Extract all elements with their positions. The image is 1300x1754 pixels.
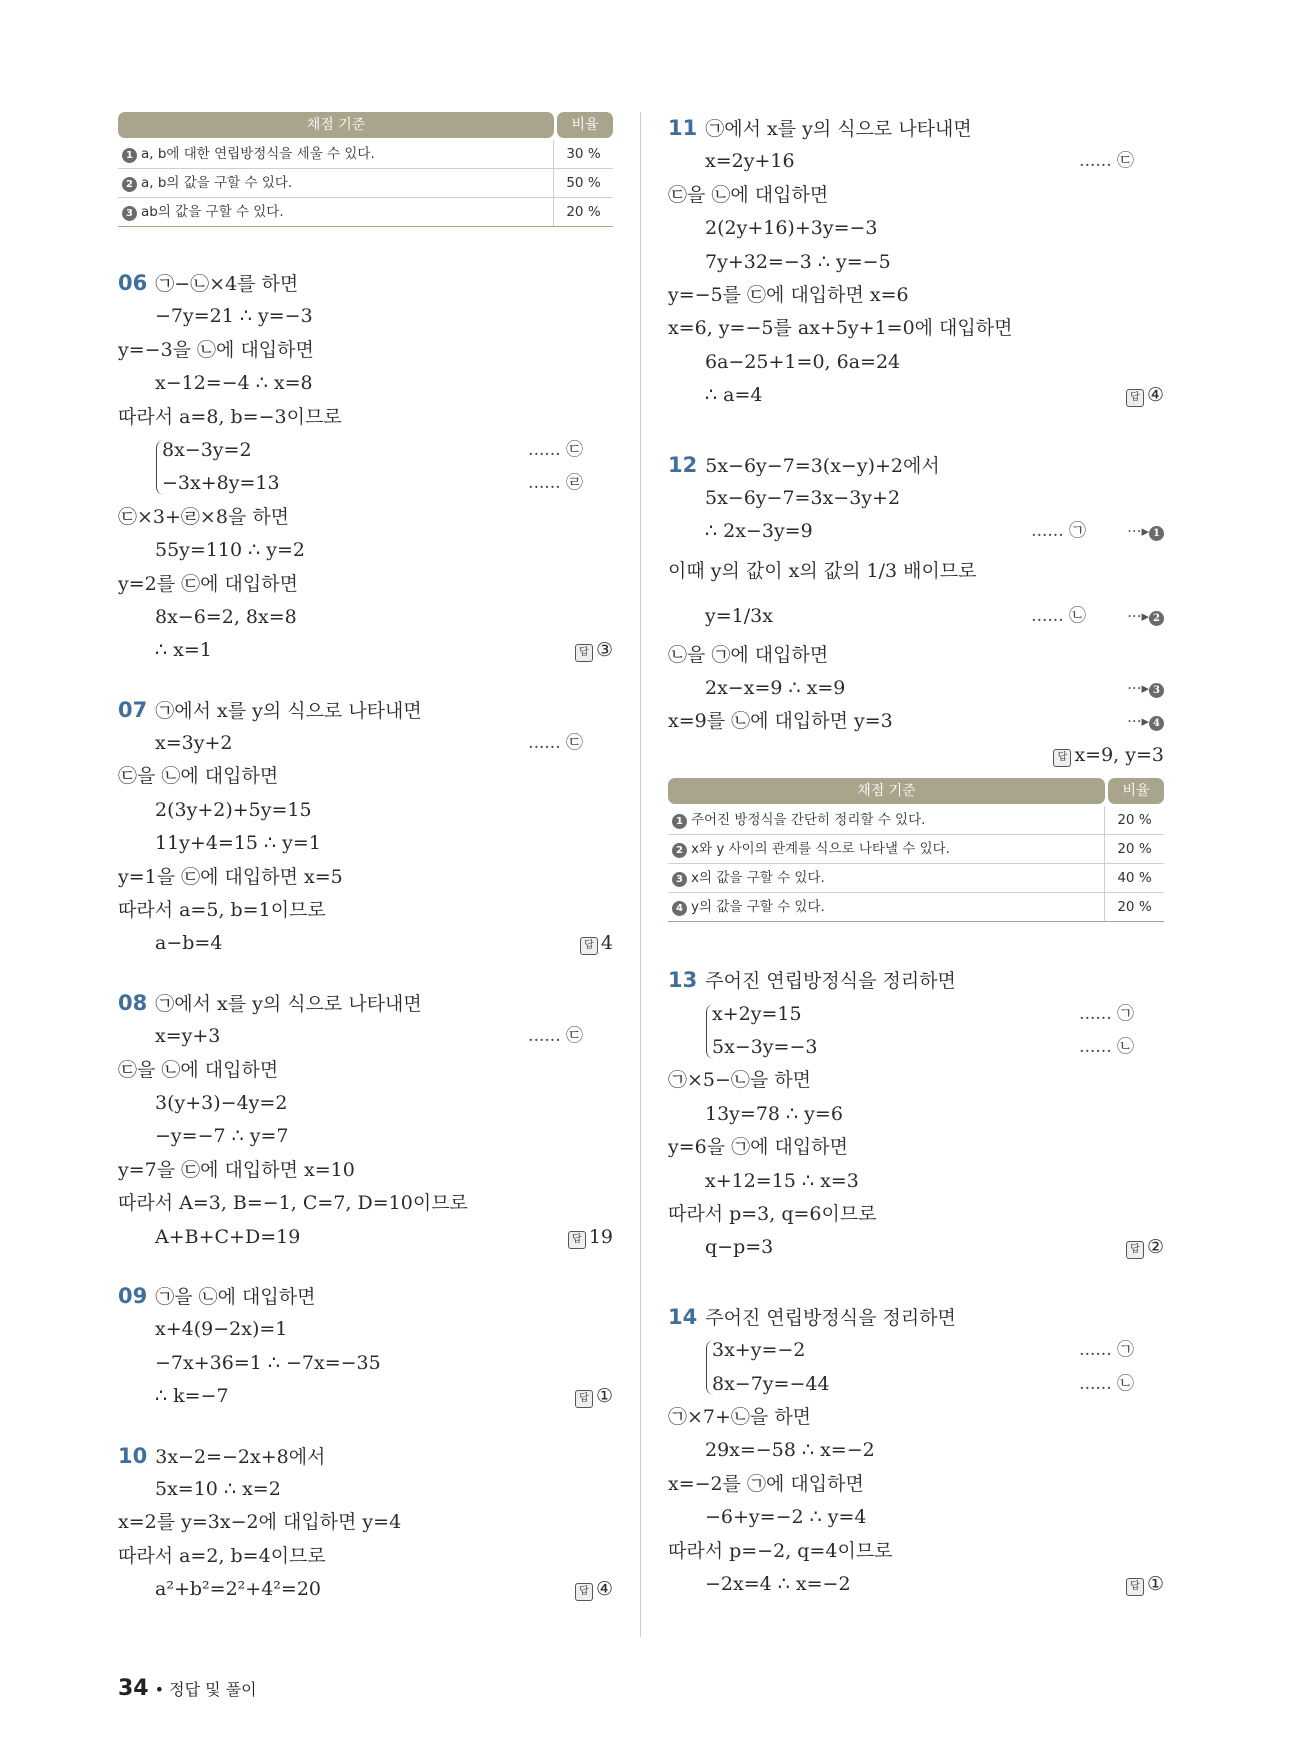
equation-tag: ...... ㉠: [1079, 1003, 1134, 1024]
page-number: 34: [118, 1676, 149, 1701]
solution-line: 따라서 a=5, b=1이므로: [118, 899, 326, 922]
solution-line: a²+b²=2²+4²=20: [155, 1578, 321, 1601]
solution-line: y=1/3x: [705, 604, 773, 627]
problem-13: [668, 964, 1164, 1265]
equation-tag: ...... ㉠: [1079, 1340, 1134, 1361]
step-number-badge: 4: [672, 901, 687, 916]
answer-value: ①: [595, 1385, 613, 1408]
equation-tag: ...... ㉢: [528, 733, 583, 754]
step-number-badge: 2: [672, 843, 687, 858]
solution-line: 주어진 연립방정식을 정리하면: [705, 970, 956, 993]
answer-label-icon: 답: [1053, 749, 1071, 767]
step-number-badge: 1: [1149, 526, 1164, 541]
equation: −3x+8y=13: [162, 472, 280, 495]
column-divider: [640, 112, 641, 1637]
answer-value: 19: [588, 1225, 613, 1248]
solution-line: ㉢을 ㉡에 대입하면: [118, 765, 279, 788]
answer-value: ②: [1146, 1236, 1164, 1259]
ratio-cell: 50 %: [566, 175, 601, 191]
problem-number: 08: [118, 990, 148, 1015]
problem-06: [118, 267, 613, 668]
arrow-icon: ···▸: [1127, 712, 1149, 731]
solution-line: ㉠−㉡×4를 하면: [155, 273, 299, 295]
step-marker: [1127, 515, 1164, 548]
solution-line: 6a−25+1=0, 6a=24: [705, 350, 901, 373]
equation: 8x−7y=−44: [712, 1372, 830, 1395]
solution-line: 29x=−58 ∴ x=−2: [705, 1439, 875, 1462]
solution-line: x−12=−4 ∴ x=8: [155, 372, 313, 395]
equation-tag: ...... ㉡: [1079, 1037, 1134, 1058]
answer-value: ①: [1146, 1572, 1164, 1595]
answer-value: x=9, y=3: [1074, 743, 1164, 766]
solution-line: 2(3y+2)+5y=15: [155, 798, 312, 821]
criteria-text: ab의 값을 구할 수 있다.: [141, 204, 284, 220]
answer-label-icon: 답: [1126, 1578, 1144, 1596]
solution-line: q−p=3: [705, 1236, 774, 1259]
solution-line: 이때 y의 값이 x의 값의 1/3 배이므로: [668, 559, 977, 582]
answer-value: ④: [1146, 384, 1164, 407]
table-row: [668, 864, 1164, 893]
answer-label-icon: 답: [580, 937, 598, 955]
criteria-text: x와 y 사이의 관계를 식으로 나타낼 수 있다.: [691, 841, 950, 858]
answer-label-icon: 답: [575, 1583, 593, 1601]
solution-line: −6+y=−2 ∴ y=4: [705, 1506, 867, 1529]
solution-line: a−b=4: [155, 932, 223, 955]
left-column: [118, 112, 613, 1606]
solution-line: ㉠에서 x를 y의 식으로 나타내면: [155, 992, 422, 1015]
equation-tag: ...... ㉡: [1031, 605, 1086, 626]
solution-line: ∴ x=1: [155, 639, 212, 662]
step-marker: [1127, 705, 1164, 738]
solution-line: y=−3을 ㉡에 대입하면: [118, 338, 314, 361]
equation: 5x−3y=−3: [712, 1036, 818, 1059]
step-marker: [1127, 672, 1164, 705]
solution-line: ㉠을 ㉡에 대입하면: [155, 1285, 316, 1308]
solution-line: 3(y+3)−4y=2: [155, 1091, 288, 1114]
step-marker: [1127, 594, 1164, 639]
solution-line: ㉠에서 x를 y의 식으로 나타내면: [705, 118, 972, 140]
solution-line: A+B+C+D=19: [155, 1225, 301, 1248]
table-header-criteria: 채점 기준: [118, 112, 554, 138]
solution-line: ㉡을 ㉠에 대입하면: [668, 643, 829, 666]
table-header-ratio: 비율: [1108, 778, 1164, 804]
equation-tag: ...... ㉢: [528, 1026, 583, 1047]
step-number-badge: 3: [122, 206, 137, 221]
grading-table-1: [118, 112, 613, 227]
solution-line: 따라서 A=3, B=−1, C=7, D=10이므로: [118, 1192, 468, 1215]
footer-bullet: •: [154, 1680, 165, 1699]
answer: [575, 634, 613, 667]
solution-line: x+4(9−2x)=1: [155, 1318, 288, 1341]
solution-line: x=6, y=−5를 ax+5y+1=0에 대입하면: [668, 317, 1013, 340]
step-number-badge: 2: [122, 177, 137, 192]
solution-line: ㉠×7+㉡을 하면: [668, 1405, 812, 1428]
step-number-badge: 1: [672, 814, 687, 829]
solution-line: ㉢×3+㉣×8을 하면: [118, 505, 290, 528]
table-row: [668, 835, 1164, 864]
criteria-text: a, b의 값을 구할 수 있다.: [141, 175, 293, 191]
solution-line: 5x−6y−7=3(x−y)+2에서: [705, 454, 940, 477]
answer: [575, 1573, 613, 1606]
ratio-cell: 20 %: [1117, 841, 1152, 858]
solution-line: ㉠에서 x를 y의 식으로 나타내면: [155, 699, 422, 722]
arrow-icon: ···▸: [1127, 606, 1149, 625]
criteria-text: a, b에 대한 연립방정식을 세울 수 있다.: [141, 146, 375, 162]
step-number-badge: 3: [672, 872, 687, 887]
ratio-cell: 30 %: [566, 146, 601, 162]
problem-number: 11: [668, 116, 698, 140]
solution-line: 3x−2=−2x+8에서: [155, 1445, 326, 1468]
solution-line: 따라서 p=3, q=6이므로: [668, 1202, 877, 1225]
problem-number: 09: [118, 1283, 148, 1308]
solution-line: x=−2를 ㉠에 대입하면: [668, 1472, 864, 1495]
answer: [1126, 1568, 1164, 1601]
criteria-text: y의 값을 구할 수 있다.: [691, 899, 825, 916]
solution-line: −2x=4 ∴ x=−2: [705, 1572, 851, 1595]
solution-line: 8x−6=2, 8x=8: [155, 605, 297, 628]
answer: [1126, 379, 1164, 412]
solution-line: x=2를 y=3x−2에 대입하면 y=4: [118, 1511, 402, 1534]
equation-system: [668, 998, 1164, 1065]
answer: [568, 1221, 613, 1254]
solution-line: 5x−6y−7=3x−3y+2: [705, 486, 901, 509]
solution-line: ㉠×5−㉡을 하면: [668, 1069, 812, 1092]
table-row: [118, 198, 613, 227]
solution-line: x=y+3: [155, 1025, 221, 1048]
solution-line: −7x+36=1 ∴ −7x=−35: [155, 1351, 381, 1374]
table-row: [668, 806, 1164, 835]
solution-line: y=7을 ㉢에 대입하면 x=10: [118, 1158, 355, 1181]
solution-line: 따라서 a=2, b=4이므로: [118, 1544, 326, 1567]
equation-tag: ...... ㉣: [528, 473, 583, 494]
equation: 8x−3y=2: [162, 438, 252, 461]
arrow-icon: ···▸: [1127, 679, 1149, 698]
equation-tag: ...... ㉠: [1031, 521, 1086, 542]
problem-number: 14: [668, 1304, 698, 1329]
answer: [1053, 739, 1164, 772]
solution-line: ∴ k=−7: [155, 1385, 229, 1408]
equation-system: [118, 434, 613, 501]
answer: [1126, 1231, 1164, 1264]
equation-tag: ...... ㉡: [1079, 1373, 1134, 1394]
table-row: [118, 140, 613, 169]
solution-line: x+12=15 ∴ x=3: [705, 1169, 859, 1192]
solution-line: y=6을 ㉠에 대입하면: [668, 1136, 848, 1159]
solution-line: 13y=78 ∴ y=6: [705, 1102, 843, 1125]
answer-label-icon: 답: [575, 644, 593, 662]
right-column: [668, 112, 1164, 1601]
solution-line: −7y=21 ∴ y=−3: [155, 305, 313, 328]
problem-number: 06: [118, 271, 148, 295]
answer-value: ④: [595, 1578, 613, 1601]
solution-line: ㉢을 ㉡에 대입하면: [118, 1058, 279, 1081]
step-number-badge: 1: [122, 148, 137, 163]
equation-tag: ...... ㉢: [1079, 151, 1134, 172]
equation-system: [668, 1334, 1164, 1401]
equation: 3x+y=−2: [712, 1339, 806, 1362]
solution-line: −y=−7 ∴ y=7: [155, 1125, 289, 1148]
problem-12: [668, 449, 1164, 773]
answer: [575, 1380, 613, 1413]
problem-number: 07: [118, 697, 148, 722]
ratio-cell: 40 %: [1117, 870, 1152, 887]
solution-line: ∴ a=4: [705, 384, 763, 407]
solution-line: x=3y+2: [155, 732, 233, 755]
solution-line: 5x=10 ∴ x=2: [155, 1477, 281, 1500]
solution-line: 주어진 연립방정식을 정리하면: [705, 1306, 956, 1329]
problem-07: [118, 694, 613, 961]
solution-line: 2x−x=9 ∴ x=9: [705, 677, 846, 700]
answer: [580, 927, 613, 960]
answer-value: 4: [600, 932, 613, 955]
solution-line: ㉢을 ㉡에 대입하면: [668, 183, 829, 206]
answer-label-icon: 답: [575, 1390, 593, 1408]
solution-line: y=2를 ㉢에 대입하면: [118, 572, 298, 595]
page-footer: [118, 1676, 257, 1701]
solution-line: x=9를 ㉡에 대입하면 y=3: [668, 710, 893, 733]
table-header-criteria: 채점 기준: [668, 778, 1105, 804]
answer-label-icon: 답: [568, 1231, 586, 1249]
grading-table-2: [668, 778, 1164, 922]
ratio-cell: 20 %: [1117, 812, 1152, 829]
ratio-cell: 20 %: [566, 204, 601, 220]
footer-title: 정답 및 풀이: [169, 1680, 257, 1699]
criteria-text: x의 값을 구할 수 있다.: [691, 870, 825, 887]
solution-line: 따라서 a=8, b=−3이므로: [118, 405, 342, 428]
table-row: [668, 893, 1164, 922]
problem-08: [118, 987, 613, 1254]
problem-number: 10: [118, 1443, 148, 1468]
step-number-badge: 3: [1149, 683, 1164, 698]
table-header-ratio: 비율: [557, 112, 613, 138]
solution-line: 따라서 p=−2, q=4이므로: [668, 1539, 893, 1562]
problem-number: 12: [668, 452, 698, 477]
solution-line: 11y+4=15 ∴ y=1: [155, 832, 321, 855]
problem-09: [118, 1280, 613, 1414]
problem-11: [668, 112, 1164, 413]
solution-line: y=−5를 ㉢에 대입하면 x=6: [668, 283, 909, 306]
arrow-icon: ···▸: [1127, 522, 1149, 541]
solution-line: 7y+32=−3 ∴ y=−5: [705, 250, 891, 273]
problem-number: 13: [668, 968, 698, 993]
criteria-text: 주어진 방정식을 간단히 정리할 수 있다.: [691, 812, 926, 829]
step-number-badge: 4: [1149, 716, 1164, 731]
solution-line: 2(2y+16)+3y=−3: [705, 217, 878, 240]
equation-tag: ...... ㉢: [528, 439, 583, 460]
answer-label-icon: 답: [1126, 389, 1144, 407]
problem-10: [118, 1440, 613, 1607]
solution-line: x=2y+16: [705, 150, 795, 173]
solution-line: 55y=110 ∴ y=2: [155, 539, 306, 562]
answer-label-icon: 답: [1126, 1241, 1144, 1259]
solution-line: y=1을 ㉢에 대입하면 x=5: [118, 865, 343, 888]
answer-value: ③: [595, 639, 613, 662]
solution-line: ∴ 2x−3y=9: [705, 520, 813, 543]
step-number-badge: 2: [1149, 611, 1164, 626]
problem-14: [668, 1301, 1164, 1602]
table-row: [118, 169, 613, 198]
ratio-cell: 20 %: [1117, 899, 1152, 916]
equation: x+2y=15: [712, 1002, 802, 1025]
